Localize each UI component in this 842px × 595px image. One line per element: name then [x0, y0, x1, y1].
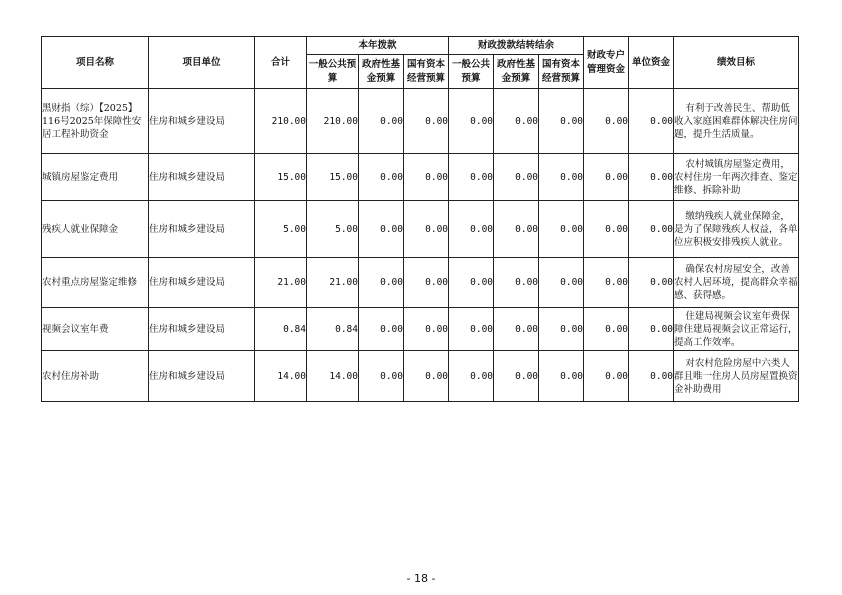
cell-project-unit: 住房和城乡建设局 [149, 258, 255, 308]
cell-performance-goal [674, 258, 799, 308]
budget-table [41, 36, 799, 402]
cell-performance-goal [674, 308, 799, 351]
cell-special-fund: 0.00 [584, 154, 629, 201]
cell-gov-fund: 0.00 [359, 89, 404, 154]
cell-general-public: 5.00 [307, 201, 359, 258]
table-row [42, 154, 799, 201]
cell-performance-goal [674, 89, 799, 154]
header-state-capital-budget: 国有资本经营预算 [404, 55, 449, 89]
cell-total: 5.00 [255, 201, 307, 258]
header-cy-general-public-budget: 一般公共预算 [449, 55, 494, 89]
table-row [42, 308, 799, 351]
cell-cy-general-public: 0.00 [449, 154, 494, 201]
cell-gov-fund: 0.00 [359, 308, 404, 351]
cell-general-public: 21.00 [307, 258, 359, 308]
cell-general-public: 210.00 [307, 89, 359, 154]
performance-goal-text: 确保农村房屋安全，改善农村人居环境，提高群众幸福感、获得感。 [674, 264, 798, 301]
cell-cy-gov-fund: 0.00 [494, 308, 539, 351]
header-general-public-budget: 一般公共预算 [307, 55, 359, 89]
cell-project-unit: 住房和城乡建设局 [149, 308, 255, 351]
header-cy-gov-fund-budget: 政府性基金预算 [494, 55, 539, 89]
cell-gov-fund: 0.00 [359, 258, 404, 308]
cell-state-capital: 0.00 [404, 351, 449, 402]
cell-gov-fund: 0.00 [359, 201, 404, 258]
cell-state-capital: 0.00 [404, 258, 449, 308]
cell-project-unit: 住房和城乡建设局 [149, 351, 255, 402]
cell-cy-state-capital: 0.00 [539, 308, 584, 351]
cell-special-fund: 0.00 [584, 201, 629, 258]
performance-goal-text: 有利于改善民生、帮助低收入家庭困难群体解决住房问题，提升生活质量。 [674, 102, 798, 140]
cell-gov-fund: 0.00 [359, 351, 404, 402]
table-row [42, 258, 799, 308]
cell-gov-fund: 0.00 [359, 154, 404, 201]
performance-goal-text: 对农村危险房屋中六类人群且唯一住房人员房屋置换资金补助费用 [674, 357, 798, 395]
cell-project-name: 残疾人就业保障金 [42, 201, 149, 258]
table-row [42, 351, 799, 402]
performance-goal-text: 农村城镇房屋鉴定费用，农村住房一年两次排查、鉴定维修、拆除补助 [674, 158, 798, 196]
cell-special-fund: 0.00 [584, 308, 629, 351]
cell-unit-fund: 0.00 [629, 351, 674, 402]
header-unit-fund: 单位资金 [629, 37, 674, 89]
cell-cy-general-public: 0.00 [449, 201, 494, 258]
page-number: - 18 - [406, 572, 436, 585]
cell-total: 210.00 [255, 89, 307, 154]
header-carryover-group: 财政拨款结转结余 [449, 37, 584, 55]
header-total: 合计 [255, 37, 307, 89]
cell-total: 21.00 [255, 258, 307, 308]
cell-cy-state-capital: 0.00 [539, 154, 584, 201]
cell-total: 15.00 [255, 154, 307, 201]
cell-state-capital: 0.00 [404, 89, 449, 154]
cell-project-unit: 住房和城乡建设局 [149, 89, 255, 154]
cell-cy-state-capital: 0.00 [539, 258, 584, 308]
header-cy-state-capital-budget: 国有资本经营预算 [539, 55, 584, 89]
performance-goal-text: 缴纳残疾人就业保障金，是为了保障残疾人权益，各单位应积极安排残疾人就业。 [674, 210, 798, 248]
performance-goal-text: 住建局视频会议室年费保障住建局视频会议正常运行，提高工作效率。 [674, 310, 798, 348]
cell-state-capital: 0.00 [404, 154, 449, 201]
cell-cy-state-capital: 0.00 [539, 89, 584, 154]
cell-project-name: 农村重点房屋鉴定维修 [42, 258, 149, 308]
header-performance-goal: 绩效目标 [674, 37, 799, 89]
cell-unit-fund: 0.00 [629, 258, 674, 308]
cell-special-fund: 0.00 [584, 89, 629, 154]
cell-project-name: 城镇房屋鉴定费用 [42, 154, 149, 201]
cell-cy-general-public: 0.00 [449, 308, 494, 351]
header-special-fund: 财政专户管理资金 [584, 37, 629, 89]
header-project-unit: 项目单位 [149, 37, 255, 89]
cell-performance-goal [674, 201, 799, 258]
cell-total: 0.84 [255, 308, 307, 351]
cell-unit-fund: 0.00 [629, 201, 674, 258]
cell-cy-gov-fund: 0.00 [494, 89, 539, 154]
cell-special-fund: 0.00 [584, 258, 629, 308]
cell-performance-goal [674, 351, 799, 402]
header-gov-fund-budget: 政府性基金预算 [359, 55, 404, 89]
cell-unit-fund: 0.00 [629, 308, 674, 351]
header-current-year-group: 本年拨款 [307, 37, 449, 55]
cell-performance-goal [674, 154, 799, 201]
cell-special-fund: 0.00 [584, 351, 629, 402]
cell-total: 14.00 [255, 351, 307, 402]
cell-cy-gov-fund: 0.00 [494, 201, 539, 258]
cell-cy-gov-fund: 0.00 [494, 258, 539, 308]
cell-general-public: 14.00 [307, 351, 359, 402]
cell-project-name: 农村住房补助 [42, 351, 149, 402]
cell-general-public: 0.84 [307, 308, 359, 351]
cell-cy-state-capital: 0.00 [539, 351, 584, 402]
cell-state-capital: 0.00 [404, 308, 449, 351]
cell-project-unit: 住房和城乡建设局 [149, 201, 255, 258]
cell-unit-fund: 0.00 [629, 89, 674, 154]
cell-cy-gov-fund: 0.00 [494, 351, 539, 402]
cell-project-name: 视频会议室年费 [42, 308, 149, 351]
table-row [42, 89, 799, 154]
cell-state-capital: 0.00 [404, 201, 449, 258]
header-project-name: 项目名称 [42, 37, 149, 89]
cell-unit-fund: 0.00 [629, 154, 674, 201]
cell-cy-general-public: 0.00 [449, 351, 494, 402]
cell-cy-state-capital: 0.00 [539, 201, 584, 258]
cell-project-name: 黑财指（综）【2025】116号2025年保障性安居工程补助资金 [42, 89, 149, 154]
table-row [42, 201, 799, 258]
cell-general-public: 15.00 [307, 154, 359, 201]
cell-cy-gov-fund: 0.00 [494, 154, 539, 201]
cell-cy-general-public: 0.00 [449, 258, 494, 308]
cell-cy-general-public: 0.00 [449, 89, 494, 154]
cell-project-unit: 住房和城乡建设局 [149, 154, 255, 201]
